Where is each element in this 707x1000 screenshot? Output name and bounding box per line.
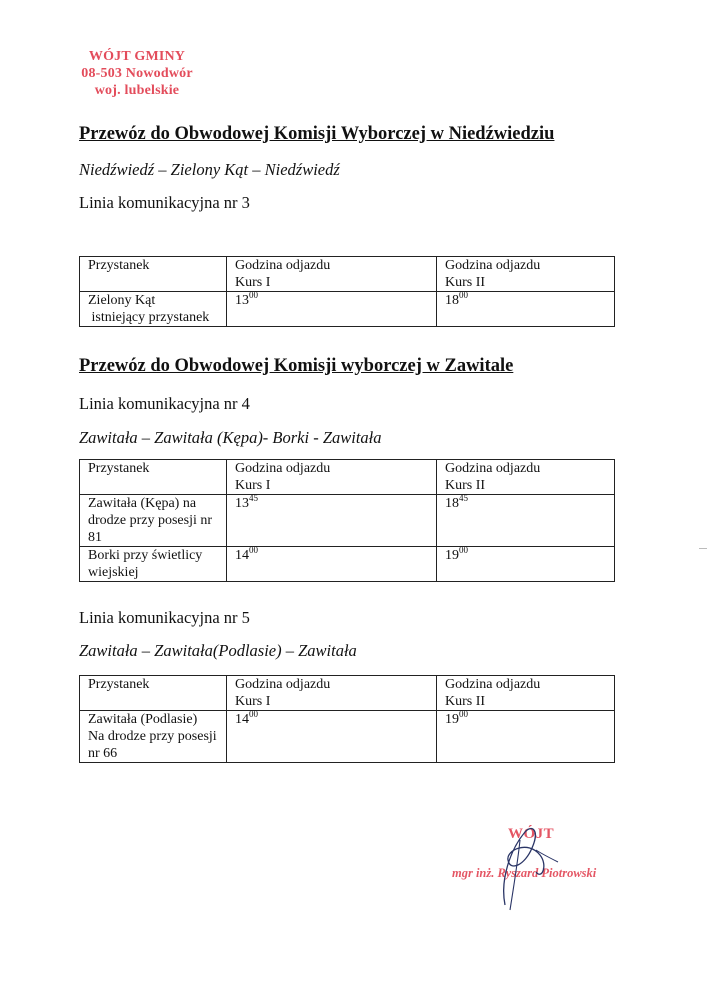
table-row <box>80 711 615 763</box>
section1-route: Niedźwiedź – Zielony Kąt – Niedźwiedź <box>79 160 340 179</box>
official-stamp <box>62 48 212 99</box>
time-cell-course-1: $13^{45}$ <box>227 495 437 547</box>
table-header-row <box>80 460 615 495</box>
header-stop: Przystanek <box>80 676 227 711</box>
section3-route: Zawitała – Zawitała(Podlasie) – Zawitała <box>79 641 357 660</box>
header-course-2: Godzina odjazdu Kurs II <box>437 676 615 711</box>
section1-heading: Przewóz do Obwodowej Komisji Wyborczej w Niedźwiedziu <box>79 124 555 144</box>
section2-line-label: Linia komunikacyjna nr 4 <box>79 394 250 413</box>
stamp-line-address: 08-503 Nowodwór <box>81 66 193 81</box>
header-course-1: Godzina odjazdu Kurs I <box>227 676 437 711</box>
stop-cell: Zawitała (Podlasie) Na drodze przy posesji nr 66 <box>80 711 227 763</box>
header-stop: Przystanek <box>80 257 227 292</box>
schedule-table-line5 <box>79 675 615 763</box>
table-header-row <box>80 676 615 711</box>
section3-line-label: Linia komunikacyjna nr 5 <box>79 608 250 627</box>
time-cell-course-2: $18^{45}$ <box>437 495 615 547</box>
schedule-table-line4 <box>79 459 615 582</box>
section2-heading: Przewóz do Obwodowej Komisji wyborczej w Zawitale <box>79 356 514 376</box>
header-course-1: Godzina odjazdu Kurs I <box>227 460 437 495</box>
section1-line-label: Linia komunikacyjna nr 3 <box>79 193 250 212</box>
header-course-2: Godzina odjazdu Kurs II <box>437 460 615 495</box>
header-stop: Przystanek <box>80 460 227 495</box>
time-cell-course-2: $19^{00}$ <box>437 547 615 582</box>
signature-stamp-name: mgr inż. Ryszard Piotrowski <box>452 866 597 880</box>
stamp-line-region: woj. lubelskie <box>94 83 180 98</box>
time-cell-course-1: $14^{00}$ <box>227 547 437 582</box>
stop-cell: Zielony Kąt istniejący przystanek <box>80 292 227 327</box>
table-row <box>80 495 615 547</box>
stop-cell: Borki przy świetlicy wiejskiej <box>80 547 227 582</box>
schedule-table-line3 <box>79 256 615 327</box>
stamp-line-office: WÓJT GMINY <box>88 49 186 64</box>
table-header-row <box>80 257 615 292</box>
page-edge-mark <box>699 548 707 549</box>
handwritten-signature <box>470 810 590 920</box>
stop-cell: Zawitała (Kępa) na drodze przy posesji nr 81 <box>80 495 227 547</box>
time-cell-course-1: $13^{00}$ <box>227 292 437 327</box>
time-cell-course-2: $18^{00}$ <box>437 292 615 327</box>
time-cell-course-1: $14^{00}$ <box>227 711 437 763</box>
table-row <box>80 292 615 327</box>
time-cell-course-2: $19^{00}$ <box>437 711 615 763</box>
section2-route: Zawitała – Zawitała (Kępa)- Borki - Zawitała <box>79 428 382 447</box>
table-row <box>80 547 615 582</box>
header-course-2: Godzina odjazdu Kurs II <box>437 257 615 292</box>
header-course-1: Godzina odjazdu Kurs I <box>227 257 437 292</box>
signature-stamp-title: WÓJT <box>508 826 555 842</box>
